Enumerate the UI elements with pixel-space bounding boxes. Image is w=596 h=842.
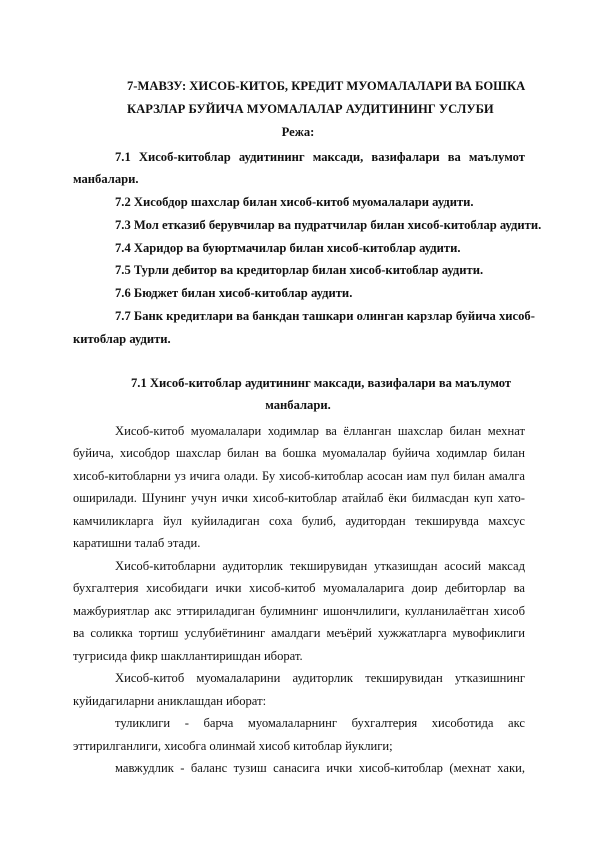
body-line: каратишни талаб этади. <box>73 536 201 550</box>
body-line: камчиликларга йул куйиладиган соха булиб, аудитордан текширувда махсус <box>73 514 525 528</box>
section-heading-line-1: 7.1 Хисоб-китоблар аудитининг максади, вазифалари ва маълумот <box>131 376 512 390</box>
body-line: тугрисида фикр шакллантиришдан иборат. <box>73 649 303 663</box>
body-line: туликлиги - барча муомалаларнинг бухгалтерия хисоботида акс <box>115 716 525 730</box>
body-line: буйича, хисобдор шахслар билан ва бошка муомалалар буйича ходимлар билан <box>73 446 525 460</box>
body-line: оширилади. Шунинг учун ички хисоб-китоблар атайлаб ёки билмасдан куп хато- <box>73 491 525 505</box>
plan-item-3: 7.3 Мол етказиб берувчилар ва пудратчилар билан хисоб-китоблар аудити. <box>115 218 542 232</box>
body-line: бухгалтерия хисобидаги ички хисоб-китоб муомалаларига доир дебиторлар ва <box>73 581 525 595</box>
plan-item-1: 7.1 Хисоб-китоблар аудитининг максади, вазифалари ва маълумот <box>115 150 525 164</box>
plan-item-2: 7.2 Хисобдор шахслар билан хисоб-китоб муомалалари аудити. <box>115 195 474 209</box>
plan-item-4: 7.4 Харидор ва буюртмачилар билан хисоб-китоблар аудити. <box>115 241 461 255</box>
body-line: куйидагиларни аниклашдан иборат: <box>73 694 267 708</box>
body-line: Хисоб-китоб муомалалари ходимлар ва ёлланган шахслар билан мехнат <box>115 424 525 438</box>
body-line: мавжудлик - баланс тузиш санасига ички хисоб-китоблар (мехнат хаки, <box>115 761 525 775</box>
plan-item-5: 7.5 Турли дебитор ва кредиторлар билан хисоб-китоблар аудити. <box>115 263 484 277</box>
body-line: Хисоб-китобларни аудиторлик текширувидан утказишдан асосий максад <box>115 559 525 573</box>
plan-item-1-cont: манбалари. <box>73 172 139 186</box>
plan-heading: Режа: <box>281 125 315 139</box>
body-line: эттирилганлиги, хисобга олинмай хисоб китоблар йуклиги; <box>73 739 393 753</box>
body-line: ва соликка тортиш услубиётининг амалдаги меъёрий хужжатларга мувофиклиги <box>73 626 525 640</box>
body-line: Хисоб-китоб муомалаларини аудиторлик текширувидан утказишнинг <box>115 671 525 685</box>
plan-item-7-cont: китоблар аудити. <box>73 332 171 346</box>
plan-item-6: 7.6 Бюджет билан хисоб-китоблар аудити. <box>115 286 353 300</box>
title-line-2: КАРЗЛАР БУЙИЧА МУОМАЛАЛАР АУДИТИНИНГ УСЛУБИ <box>127 102 494 116</box>
plan-item-7: 7.7 Банк кредитлари ва банкдан ташкари олинган карзлар буйича хисоб- <box>115 309 535 323</box>
body-line: мажбуриятлар акс эттириладиган булимнинг ишончлилиги, кулланилаётган хисоб <box>73 604 525 618</box>
title-line-1: 7-МАВЗУ: ХИСОБ-КИТОБ, КРЕДИТ МУОМАЛАЛАРИ ВА БОШКА <box>127 79 526 93</box>
section-heading-line-2: манбалари. <box>265 398 331 412</box>
body-line: хисоб-китобларни уз ичига олади. Бу хисоб-китоблар асосан иам пул билан амалга <box>73 469 525 483</box>
